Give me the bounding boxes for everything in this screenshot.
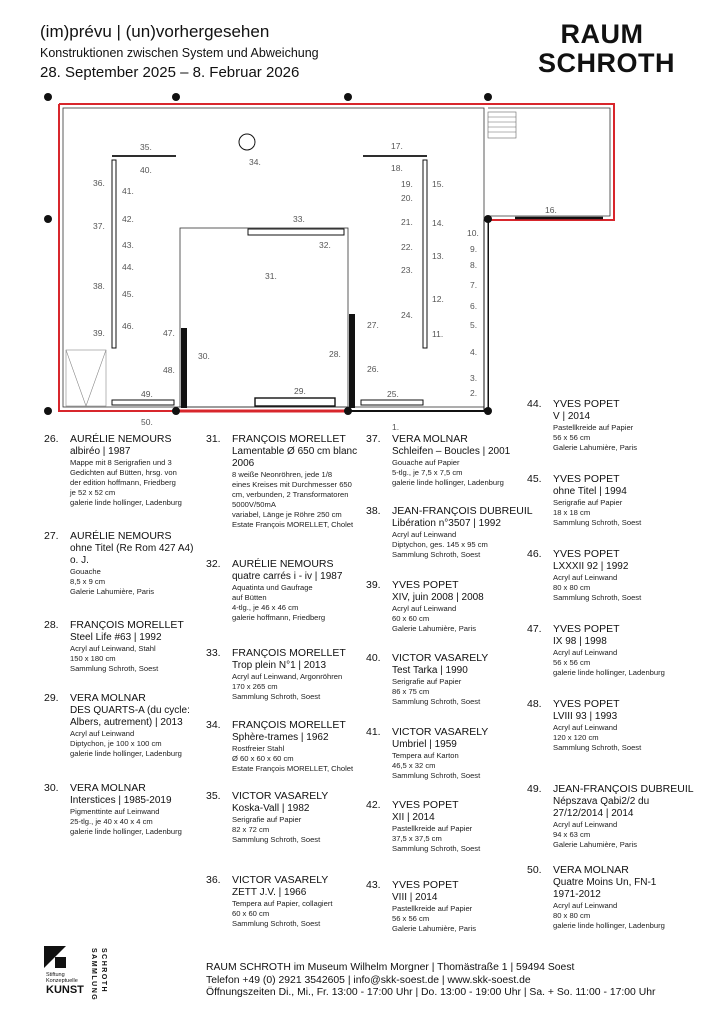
plan-label: 30. [198,351,210,361]
plan-label: 41. [122,186,134,196]
footer-opening-hours: Öffnungszeiten Di., Mi., Fr. 13:00 - 17:00 Uhr | Do. 13:00 - 19:00 Uhr | Sa. + So. 11:00 - 17:00 Uhr [206,987,656,998]
entry-detail: galerie linde hollinger, Ladenburg [70,748,182,758]
pillar [44,407,52,415]
entry-title: Steel Life #63 | 1992 [70,631,162,643]
entry-detail: Galerie Lahumière, Paris [392,923,476,933]
entry-artist: VICTOR VASARELY [392,726,489,738]
entry-number: 35. [206,790,221,802]
artwork-entry [206,433,357,530]
plan-label: 9. [470,244,478,254]
entry-number: 49. [527,783,542,795]
entry-number: 31. [206,433,221,445]
entry-detail: Acryl auf Leinwand [553,647,618,657]
entry-heading [44,692,190,705]
artwork-entry [527,698,641,753]
plan-label: 46. [122,321,134,331]
logo-mark-icon [44,946,66,968]
entry-heading [206,433,357,446]
entry-number: 39. [366,579,381,591]
entry-title: Trop plein N°1 | 2013 [232,659,327,671]
entry-detail: 25-tlg., je 40 x 40 x 4 cm [70,816,153,826]
plan-label: 20. [401,193,413,203]
entry-detail: Pastellkreide auf Papier [392,823,473,833]
entry-artist: FRANÇOIS MORELLET [232,719,346,731]
entry-artist: YVES POPET [553,623,620,635]
entry-heading [366,726,488,739]
artwork-entry [366,879,476,934]
entry-detail: 56 x 56 cm [553,432,591,442]
plan-label: 19. [401,179,413,189]
pillar [172,407,180,415]
entry-detail: Sammlung Schroth, Soest [392,696,481,706]
floor-plan [0,0,724,440]
entry-artist: YVES POPET [392,799,459,811]
entry-title: Libération n°3507 | 1992 [392,517,501,529]
pillar [484,93,492,101]
artwork-entry [206,647,346,702]
entry-number: 50. [527,864,542,876]
entry-detail: Sammlung Schroth, Soest [70,663,159,673]
entry-number: 32. [206,558,221,570]
entry-title: LXXXII 92 | 1992 [553,560,629,572]
entry-title: Schleifen – Boucles | 2001 [392,445,511,457]
entry-detail: Acryl auf Leinwand [70,728,135,738]
entry-title-cont: 27/12/2014 | 2014 [553,807,634,819]
plan-label: 31. [265,271,277,281]
entry-detail: auf Bütten [232,592,267,602]
plan-label: 5. [470,320,478,330]
entry-heading [206,558,342,571]
entry-heading [366,879,476,892]
plan-label: 47. [163,328,175,338]
entry-detail: Pigmenttinte auf Leinwand [70,806,160,816]
brand-line-2: SCHROTH [538,48,675,78]
entry-detail: cm, verbunden, 2 Transformatoren [232,489,349,499]
red-wall-annex [488,104,614,220]
annex-outline [488,108,610,216]
entry-detail: Sammlung Schroth, Soest [392,770,481,780]
entry-heading [206,874,332,887]
entry-heading [206,790,328,803]
entry-number: 27. [44,530,59,542]
entry-detail: der edition hoffmann, Friedberg [70,477,176,487]
logo-text-kunst: KUNST [46,984,84,996]
artwork-entry [44,692,190,759]
entry-artist: FRANÇOIS MORELLET [232,647,346,659]
plan-label: 4. [470,347,478,357]
entry-heading [366,579,484,592]
pillar [344,93,352,101]
artwork-entry [366,799,480,854]
entry-detail: 5-tlg., je 7,5 x 7,5 cm [392,467,463,477]
entry-title: ohne Titel (Re Rom 427 A4) [70,542,194,554]
entry-detail: Sammlung Schroth, Soest [232,834,321,844]
plan-label: 45. [122,289,134,299]
entry-detail: 56 x 56 cm [553,657,591,667]
entry-title: XII | 2014 [392,811,435,823]
entry-detail: 170 x 265 cm [232,681,278,691]
entry-artist: VERA MOLNAR [553,864,629,876]
entry-title-cont: o. J. [70,554,89,566]
entry-detail: 8,5 x 9 cm [70,576,106,586]
plan-label: 38. [93,281,105,291]
artwork-entry [527,783,694,850]
entry-detail: 8 weiße Neonröhren, jede 1/8 [232,469,333,479]
entry-detail: 37,5 x 37,5 cm [392,833,442,843]
entry-title-cont: 2006 [232,457,255,469]
entry-number: 29. [44,692,59,704]
entry-title: albiréo | 1987 [70,445,131,457]
entry-heading [527,548,641,561]
entry-artist: YVES POPET [553,548,620,560]
plan-label: 14. [432,218,444,228]
entry-artist: YVES POPET [553,698,620,710]
entry-artist: YVES POPET [392,579,459,591]
artwork-entry [366,433,510,488]
artwork-entry [206,874,332,929]
entry-artist: JEAN-FRANÇOIS DUBREUIL [553,783,694,795]
entry-detail: Rostfreier Stahl [232,743,285,753]
pillar [344,407,352,415]
entry-detail: Acryl auf Leinwand [392,529,457,539]
entry-detail: 60 x 60 cm [392,613,430,623]
plan-label: 27. [367,320,379,330]
entry-detail: Ø 60 x 60 x 60 cm [232,753,294,763]
entry-artist: VICTOR VASARELY [232,874,329,886]
entry-number: 26. [44,433,59,445]
entry-heading [366,505,533,518]
plan-label: 8. [470,260,478,270]
entry-artist: JEAN-FRANÇOIS DUBREUIL [392,505,533,517]
entry-detail: galerie linde hollinger, Ladenburg [553,667,665,677]
footer-address: RAUM SCHROTH im Museum Wilhelm Morgner | Thomästraße 1 | 59494 Soest [206,962,575,973]
entry-heading [527,623,665,636]
exhibition-dates: 28. September 2025 – 8. Februar 2026 [40,64,300,81]
entry-detail: Sammlung Schroth, Soest [553,517,642,527]
entry-detail: Estate François MORELLET, Cholet [232,519,354,529]
artwork-entry [44,619,184,674]
entry-detail: Acryl auf Leinwand [553,722,618,732]
entry-detail: Galerie Lahumière, Paris [392,623,476,633]
artwork-entry [366,579,484,634]
plan-label: 25. [387,389,399,399]
plan-label: 36. [93,178,105,188]
entry-heading [527,864,665,877]
plan-label: 29. [294,386,306,396]
entry-detail: Acryl auf Leinwand [553,572,618,582]
entry-detail: Galerie Lahumière, Paris [553,442,637,452]
entry-detail: Sammlung Schroth, Soest [553,592,642,602]
pillar [44,93,52,101]
plan-label: 21. [401,217,413,227]
entry-artist: FRANÇOIS MORELLET [70,619,184,631]
entry-detail: 82 x 72 cm [232,824,270,834]
entry-detail: Sammlung Schroth, Soest [553,742,642,752]
plan-label: 48. [163,365,175,375]
staircase [488,112,516,138]
exhibition-subtitle: Konstruktionen zwischen System und Abweichung [40,46,319,60]
entry-number: 38. [366,505,381,517]
entry-artist: VERA MOLNAR [70,692,146,704]
entry-number: 36. [206,874,221,886]
logo-vertical-sammlung: SAMMLUNG [90,948,97,1002]
entry-number: 43. [366,879,381,891]
plan-label: 23. [401,265,413,275]
entry-detail: Acryl auf Leinwand, Argonröhren [232,671,343,681]
plan-label: 34. [249,157,261,167]
entry-title-cont: 1971-2012 [553,888,601,900]
red-wall-west [59,104,348,411]
entry-artist: FRANÇOIS MORELLET [232,433,346,445]
entry-detail: 46,5 x 32 cm [392,760,436,770]
entry-title: V | 2014 [553,410,591,422]
entry-heading [527,473,641,486]
logo-text-small: Stiftung Konzeptuelle [46,972,78,984]
sammlung-schroth-logo [44,946,164,1006]
entry-heading [44,619,184,632]
entry-artist: VERA MOLNAR [70,782,146,794]
entry-detail: galerie linde hollinger, Ladenburg [70,826,182,836]
plan-label: 28. [329,349,341,359]
entry-detail: Gouache auf Papier [392,457,460,467]
entry-title: IX 98 | 1998 [553,635,607,647]
entry-artist: YVES POPET [553,473,620,485]
plan-label: 2. [470,388,478,398]
entry-detail: Gedichten auf Bütten, hrsg. von [70,467,177,477]
entry-detail: Gouache [70,566,101,576]
entry-detail: 86 x 75 cm [392,686,430,696]
entry-detail: 80 x 80 cm [553,582,591,592]
entry-number: 46. [527,548,542,560]
entry-title: XIV, juin 2008 | 2008 [392,591,484,603]
entry-detail: Tempera auf Karton [392,750,459,760]
entry-artist: AURÉLIE NEMOURS [232,558,334,570]
entry-detail: Sammlung Schroth, Soest [232,918,321,928]
pillar [172,93,180,101]
entry-heading [527,783,694,796]
artwork-entry [44,782,182,837]
entry-detail: 56 x 56 cm [392,913,430,923]
plan-label: 39. [93,328,105,338]
entry-detail: 18 x 18 cm [553,507,591,517]
entry-heading [44,530,193,543]
entry-number: 48. [527,698,542,710]
footer-contact [206,962,655,1000]
entry-detail: Diptychon, je 100 x 100 cm [70,738,162,748]
entry-detail: 150 x 180 cm [70,653,116,663]
entry-heading [366,799,480,812]
entry-detail: Mappe mit 8 Serigrafien und 3 [70,457,172,467]
inner-outline [63,108,484,407]
artwork-entry [206,790,328,845]
entry-title: Koska-Vall | 1982 [232,802,310,814]
plan-label: 35. [140,142,152,152]
artwork-entry [44,530,193,597]
plan-label: 17. [391,141,403,151]
entry-title: Umbriel | 1959 [392,738,457,750]
plan-label: 16. [545,205,557,215]
plan-label: 1. [392,422,400,432]
entry-detail: Pastellkreide auf Papier [392,903,473,913]
entry-detail: Acryl auf Leinwand [392,603,457,613]
entry-artist: VICTOR VASARELY [232,790,329,802]
plan-label: 18. [391,163,403,173]
plan-label: 3. [470,373,478,383]
entry-artist: VICTOR VASARELY [392,652,489,664]
entry-detail: Sammlung Schroth, Soest [232,691,321,701]
entry-detail: Serigrafie auf Papier [392,676,462,686]
entry-number: 42. [366,799,381,811]
entry-title: VIII | 2014 [392,891,438,903]
plan-label: 40. [140,165,152,175]
entry-number: 44. [527,398,542,410]
entry-detail: galerie linde hollinger, Ladenburg [392,477,504,487]
entry-detail: galerie linde hollinger, Ladenburg [553,920,665,930]
entry-number: 34. [206,719,221,731]
east-walls [484,218,603,410]
plan-label: 6. [470,301,478,311]
pillar [484,215,492,223]
entry-heading [44,433,182,446]
artwork-entry [527,864,665,931]
plan-label: 33. [293,214,305,224]
entry-number: 28. [44,619,59,631]
artwork-entry [527,548,641,603]
artwork-entry [366,726,488,781]
plan-label: 43. [122,240,134,250]
pillar [484,407,492,415]
entry-detail: Serigrafie auf Papier [553,497,623,507]
plan-label: 24. [401,310,413,320]
entry-title-cont: Albers, autrement) | 2013 [70,716,183,728]
entry-detail: galerie linde hollinger, Ladenburg [70,497,182,507]
entry-title: DES QUARTS-A (du cycle: [70,704,190,716]
artwork-entry [206,558,342,623]
artwork-entry [366,505,533,560]
entry-detail: je 52 x 52 cm [70,487,116,497]
entry-detail: Aquatinta und Gaufrage [232,582,313,592]
entry-detail: variabel, Länge je Röhre 250 cm [232,509,342,519]
plan-label: 10. [467,228,479,238]
entry-artist: AURÉLIE NEMOURS [70,530,172,542]
entry-detail: Galerie Lahumière, Paris [70,586,154,596]
artwork-entry [527,623,665,678]
entrance-hatch [66,350,106,406]
entry-number: 40. [366,652,381,664]
plan-label: 32. [319,240,331,250]
entry-title: Sphère-trames | 1962 [232,731,329,743]
entry-heading [366,652,488,665]
entry-detail: Acryl auf Leinwand [553,900,618,910]
plan-label: 26. [367,364,379,374]
entry-detail: Diptychon, ges. 145 x 95 cm [392,539,488,549]
entry-detail: Pastellkreide auf Papier [553,422,634,432]
entry-title: Test Tarka | 1990 [392,664,468,676]
entry-heading [206,647,346,660]
entry-detail: galerie hoffmann, Friedberg [232,612,326,622]
entry-artist: VERA MOLNAR [392,433,468,445]
entry-detail: 94 x 63 cm [553,829,591,839]
entry-detail: Tempera auf Papier, collagiert [232,898,333,908]
entry-number: 30. [44,782,59,794]
entry-detail: Acryl auf Leinwand, Stahl [70,643,156,653]
entry-number: 47. [527,623,542,635]
entry-heading [44,782,182,795]
central-room [180,228,355,408]
entry-detail: Estate François MORELLET, Cholet [232,763,354,773]
plan-label: 12. [432,294,444,304]
entry-detail: 5000V/50mA [232,499,276,509]
plan-label: 11. [432,329,444,339]
artwork-entry [44,433,182,508]
plan-label: 7. [470,280,478,290]
entry-artist: YVES POPET [392,879,459,891]
pillar [44,215,52,223]
entry-title: Népszava Qabi2/2 du [553,795,650,807]
entry-title: quatre carrés i - iv | 1987 [232,570,343,582]
entry-detail: 4-tlg., je 46 x 46 cm [232,602,299,612]
entry-detail: 80 x 80 cm [553,910,591,920]
entry-artist: YVES POPET [553,398,620,410]
plan-label: 44. [122,262,134,272]
entry-number: 45. [527,473,542,485]
artwork-entry [366,652,488,707]
entry-heading [206,719,353,732]
plan-label: 13. [432,251,444,261]
entry-title: Lamentable Ø 650 cm blanc [232,445,358,457]
entry-detail: eines Kreises mit Durchmesser 650 [232,479,352,489]
plan-label: 50. [141,417,153,427]
entry-number: 41. [366,726,381,738]
entry-title: Quatre Moins Un, FN-1 [553,876,657,888]
entry-detail: Serigrafie auf Papier [232,814,302,824]
plan-label: 49. [141,389,153,399]
entry-heading [527,698,641,711]
plan-label: 15. [432,179,444,189]
entry-title: Interstices | 1985-2019 [70,794,172,806]
entry-number: 37. [366,433,381,445]
entry-artist: AURÉLIE NEMOURS [70,433,172,445]
entry-detail: 120 x 120 cm [553,732,599,742]
logo-vertical-schroth: SCHROTH [100,948,107,994]
entry-detail: Acryl auf Leinwand [553,819,618,829]
plan-label: 37. [93,221,105,231]
sphere-object [239,134,255,150]
brand-line-1: RAUM [560,19,644,49]
entry-detail: Sammlung Schroth, Soest [392,549,481,559]
entry-title: ohne Titel | 1994 [553,485,627,497]
plan-label: 42. [122,214,134,224]
entry-detail: Sammlung Schroth, Soest [392,843,481,853]
entry-number: 33. [206,647,221,659]
artwork-entry [527,473,641,528]
footer-contact-line: Telefon +49 (0) 2921 3542605 | info@skk-soest.de | www.skk-soest.de [206,974,531,986]
entry-heading [366,433,510,446]
artwork-entry [206,719,353,774]
entry-detail: Galerie Lahumière, Paris [553,839,637,849]
entry-detail: 60 x 60 cm [232,908,270,918]
exhibition-title: (im)prévu | (un)vorhergesehen [40,22,270,41]
artwork-entry [527,398,637,453]
entry-title: LVIII 93 | 1993 [553,710,618,722]
pillars [44,93,492,415]
entry-title: ZETT J.V. | 1966 [232,886,307,898]
entry-heading [527,398,637,411]
plan-label: 22. [401,242,413,252]
